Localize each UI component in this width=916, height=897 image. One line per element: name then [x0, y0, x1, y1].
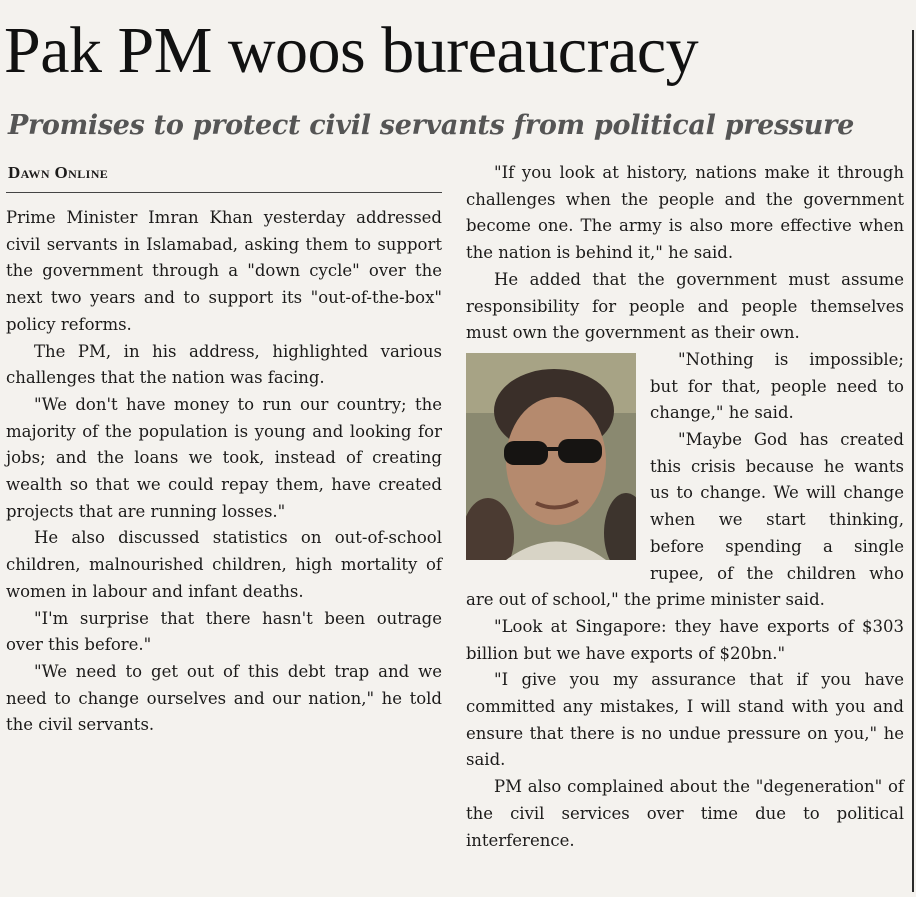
paragraph: "If you look at history, nations make it through challenges when the people and the government become one. The army is also more effective when the nation is behind it," he said.: [466, 163, 904, 263]
column-border: [912, 30, 914, 892]
paragraph: PM also complained about the "degeneration" of the civil services over time due to political interference.: [466, 777, 904, 850]
paragraph: The PM, in his address, highlighted various challenges that the nation was facing.: [6, 341, 442, 388]
paragraph: "Maybe God has created this crisis because he wants us to change. We will change when we start thinking, before spending a single rupee, of the children who are out of school," the prime minister said.: [466, 430, 904, 610]
paragraph: "I give you my assurance that if you have committed any mistakes, I will stand with you and ensure that there is no undue pressure on you," he said.: [466, 670, 904, 770]
paragraph: "We don't have money to run our country; the majority of the population is young and looking for jobs; and the loans we took, instead of creating wealth so that we could repay them, have created projects that are running losses.": [6, 394, 442, 521]
paragraph: He also discussed statistics on out-of-school children, malnourished children, high mortality of women in labour and infant deaths.: [6, 528, 442, 601]
paragraph: "Look at Singapore: they have exports of $303 billion but we have exports of $20bn.": [466, 616, 904, 663]
right-column: [466, 160, 904, 854]
portrait-illustration: [466, 353, 636, 560]
subheadline: Promises to protect civil servants from political pressure: [8, 110, 854, 141]
paragraph: "I'm surprise that there hasn't been outrage over this before.": [6, 608, 442, 655]
left-column: [6, 205, 442, 739]
paragraph: He added that the government must assume responsibility for people and people themselves must own the government as their own.: [466, 269, 904, 343]
paragraph: Prime Minister Imran Khan yesterday addressed civil servants in Islamabad, asking them to support the government through a "down cycle" over the next two years and to support its "out-of-the-box" policy reforms.: [6, 208, 442, 334]
portrait-photo: [466, 353, 636, 560]
paragraph: "We need to get out of this debt trap and we need to change ourselves and our nation," he told the civil servants.: [6, 661, 442, 735]
paragraph: "Nothing is impossible; but for that, people need to change," he said.: [650, 349, 904, 423]
headline: Pak PM woos bureaucracy: [4, 14, 699, 87]
byline: Dawn Online: [8, 163, 109, 182]
byline-divider: [6, 192, 442, 193]
